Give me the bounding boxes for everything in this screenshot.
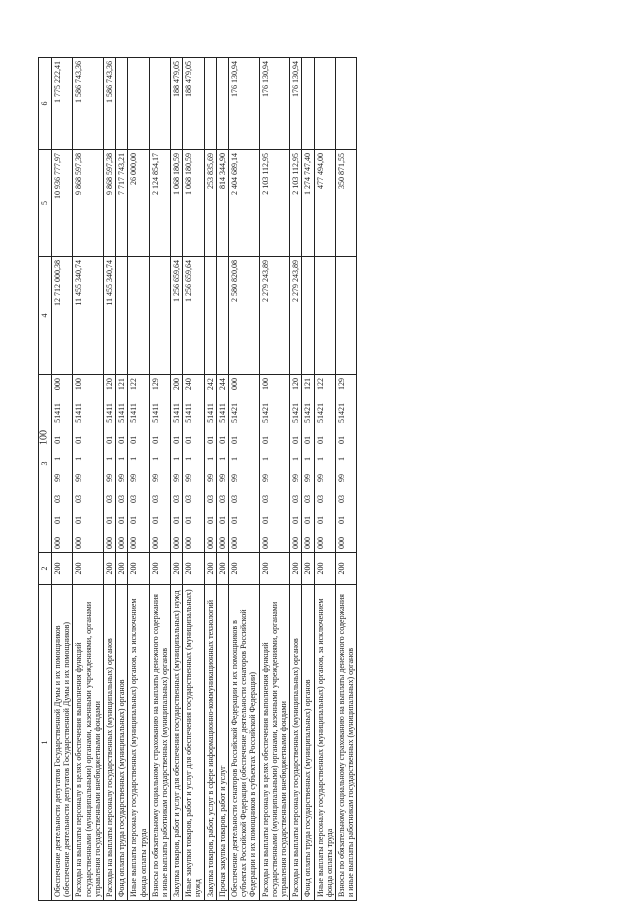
row-line-code: 200 [302, 553, 314, 585]
classification-part: 240 [184, 378, 194, 391]
row-unexecuted: 176 130,94 [259, 58, 290, 150]
classification-code [172, 378, 181, 549]
classification-code [230, 378, 239, 549]
row-approved [116, 257, 128, 375]
row-unexecuted: 1 586 743,36 [103, 58, 115, 150]
table-row [204, 58, 216, 901]
row-classification [103, 375, 115, 553]
row-line-code: 200 [149, 553, 170, 585]
row-unexecuted: 188 479,05 [183, 58, 204, 150]
classification-part: 01 [303, 436, 313, 444]
classification-part: 000 [172, 537, 182, 549]
row-approved [302, 257, 314, 375]
classification-part: 01 [53, 435, 62, 444]
classification-part: 1 [184, 456, 194, 461]
row-classification [149, 375, 170, 553]
row-name: Расходы на выплаты персоналу в целях обеспечения выполнения функций государственными (муниципальными) органами, казенными учреждениями, органами управления государственными внебюджетными фондами [259, 585, 290, 901]
classification-part: 99 [260, 474, 270, 482]
classification-part: 01 [336, 516, 346, 524]
classification-part: 200 [172, 378, 182, 391]
classification-code [184, 378, 193, 549]
row-executed: 2 103 112,95 [290, 150, 302, 257]
classification-part: 000 [303, 537, 313, 549]
classification-part: 99 [150, 473, 160, 482]
classification-part: 01 [117, 515, 127, 524]
row-executed: 2 124 854,17 [149, 150, 170, 257]
classification-part: 03 [172, 494, 182, 503]
classification-part: 03 [260, 495, 270, 503]
classification-part: 99 [205, 473, 215, 482]
row-classification [183, 375, 204, 553]
classification-part: 000 [53, 378, 62, 391]
classification-part: 000 [150, 537, 160, 549]
classification-part: 51421 [303, 403, 313, 423]
classification-part: 03 [184, 494, 194, 503]
row-line-code: 200 [204, 553, 216, 585]
classification-code [105, 378, 114, 549]
classification-code [74, 378, 83, 549]
page-number: 100 [38, 430, 50, 445]
classification-part: 01 [205, 515, 215, 524]
classification-part: 121 [117, 378, 127, 391]
classification-part: 51411 [53, 403, 62, 423]
row-name: Взносы по обязательному социальному страхованию на выплаты денежного содержания и иные выплаты работникам государственных (муниципальных) органов [335, 585, 356, 901]
classification-code [151, 378, 160, 549]
column-header: 1 [39, 585, 52, 901]
table-row [314, 58, 335, 901]
row-line-code: 200 [335, 553, 356, 585]
classification-part: 03 [291, 495, 301, 503]
classification-code [53, 378, 62, 549]
classification-part: 01 [291, 436, 301, 444]
row-executed: 7 717 743,21 [116, 150, 128, 257]
classification-part: 000 [230, 378, 239, 390]
row-line-code: 200 [171, 553, 183, 585]
classification-code [261, 378, 270, 549]
classification-part: 03 [74, 494, 84, 503]
classification-part: 01 [303, 516, 313, 524]
classification-part: 122 [315, 378, 325, 390]
row-approved [216, 257, 228, 375]
classification-part: 01 [172, 515, 182, 524]
classification-part: 51411 [104, 403, 114, 423]
classification-part: 100 [260, 378, 270, 390]
classification-part: 99 [291, 474, 301, 482]
row-name: Фонд оплаты труда государственных (муниципальных) органов [302, 585, 314, 901]
classification-code [316, 378, 325, 549]
row-line-code: 200 [314, 553, 335, 585]
row-approved: 11 455 340,74 [73, 257, 104, 375]
row-classification [116, 375, 128, 553]
row-unexecuted: 1 586 743,36 [73, 58, 104, 150]
classification-part: 03 [217, 494, 227, 503]
row-unexecuted: 176 130,94 [229, 58, 260, 150]
row-unexecuted: 188 479,05 [171, 58, 183, 150]
classification-part: 01 [104, 515, 114, 524]
row-classification [335, 375, 356, 553]
row-classification [171, 375, 183, 553]
classification-part: 120 [291, 378, 301, 390]
table-row [52, 58, 73, 901]
classification-part: 01 [291, 516, 301, 524]
header-row [39, 58, 52, 901]
classification-part: 03 [150, 494, 160, 503]
classification-part: 01 [260, 436, 270, 444]
row-approved: 12 712 000,38 [52, 257, 73, 375]
classification-code [117, 378, 126, 549]
classification-part: 000 [129, 537, 139, 549]
row-approved [204, 257, 216, 375]
row-classification [204, 375, 216, 553]
column-header: 6 [39, 58, 52, 150]
classification-part: 1 [150, 456, 160, 461]
classification-part: 01 [184, 515, 194, 524]
classification-part: 1 [205, 456, 215, 461]
classification-part: 000 [230, 537, 239, 549]
table-row [103, 58, 115, 901]
classification-part: 51421 [230, 403, 239, 423]
classification-part: 129 [150, 378, 160, 391]
classification-part: 01 [336, 436, 346, 444]
classification-part: 121 [303, 378, 313, 390]
row-name: Иные выплаты персоналу государственных (муниципальных) органов, за исключением фонда оплаты труда [314, 585, 335, 901]
budget-sheet [38, 58, 357, 901]
classification-part: 01 [53, 515, 62, 524]
classification-part: 51411 [172, 403, 182, 423]
classification-part: 01 [129, 515, 139, 524]
column-header: 3 [39, 375, 52, 553]
classification-part: 129 [336, 378, 346, 390]
table-body [52, 58, 357, 901]
classification-part: 1 [303, 457, 313, 461]
classification-part: 03 [53, 494, 62, 503]
row-unexecuted [128, 58, 149, 150]
classification-part: 99 [217, 473, 227, 482]
classification-part: 99 [117, 473, 127, 482]
row-line-code: 200 [73, 553, 104, 585]
row-approved: 11 455 340,74 [103, 257, 115, 375]
row-classification [314, 375, 335, 553]
row-line-code: 200 [128, 553, 149, 585]
classification-part: 03 [315, 495, 325, 503]
row-unexecuted [149, 58, 170, 150]
classification-part: 01 [129, 435, 139, 444]
classification-part: 000 [74, 537, 84, 549]
classification-part: 000 [315, 537, 325, 549]
row-executed: 10 936 777,97 [52, 150, 73, 257]
classification-part: 000 [53, 537, 62, 549]
row-approved [314, 257, 335, 375]
classification-part: 1 [74, 456, 84, 461]
row-executed: 2 103 112,95 [259, 150, 290, 257]
classification-part: 000 [184, 537, 194, 549]
classification-part: 51421 [260, 403, 270, 423]
classification-part: 1 [217, 456, 227, 461]
classification-part: 03 [230, 495, 239, 503]
row-line-code: 200 [259, 553, 290, 585]
table-row [259, 58, 290, 901]
row-line-code: 200 [116, 553, 128, 585]
row-name: Обеспечение деятельности сенаторов Российской Федерации и их помощников в субъектах Российской Федерации (обеспечение деятельности сенаторов Российской Федерации и их помощников в субъектах Российской Федерации) [229, 585, 260, 901]
row-classification [128, 375, 149, 553]
row-executed: 814 344,90 [216, 150, 228, 257]
classification-part: 99 [230, 474, 239, 482]
row-name: Закупка товаров, работ, услуг в сфере информационно-коммуникационных технологий [204, 585, 216, 901]
classification-part: 51411 [117, 403, 127, 423]
row-name: Обеспечение деятельности депутатов Государственной Думы и их помощников (обеспечение деятельности депутатов Государственной Думы и их помощников) [52, 585, 73, 901]
classification-part: 51411 [129, 403, 139, 423]
classification-part: 1 [260, 457, 270, 461]
classification-part: 100 [74, 378, 84, 391]
classification-part: 1 [336, 457, 346, 461]
table-row [183, 58, 204, 901]
row-unexecuted [314, 58, 335, 150]
classification-part: 03 [129, 494, 139, 503]
row-name: Фонд оплаты труда государственных (муниципальных) органов [116, 585, 128, 901]
classification-part: 99 [336, 474, 346, 482]
classification-part: 51421 [291, 403, 301, 423]
classification-part: 51421 [336, 403, 346, 423]
classification-part: 03 [336, 495, 346, 503]
row-approved: 2 279 243,89 [290, 257, 302, 375]
row-line-code: 200 [103, 553, 115, 585]
classification-part: 51411 [74, 403, 84, 423]
classification-part: 01 [117, 435, 127, 444]
classification-part: 01 [260, 516, 270, 524]
classification-part: 01 [315, 436, 325, 444]
classification-part: 120 [104, 378, 114, 391]
classification-code [337, 378, 346, 549]
table-row [73, 58, 104, 901]
table-row [116, 58, 128, 901]
row-approved: 1 256 659,64 [183, 257, 204, 375]
row-executed: 2 404 689,14 [229, 150, 260, 257]
classification-part: 1 [53, 456, 62, 461]
row-executed: 9 868 597,38 [103, 150, 115, 257]
row-approved: 2 580 820,08 [229, 257, 260, 375]
table-row [302, 58, 314, 901]
row-classification [73, 375, 104, 553]
classification-code [129, 378, 138, 549]
classification-part: 03 [303, 495, 313, 503]
row-unexecuted [216, 58, 228, 150]
classification-part: 1 [104, 456, 114, 461]
row-executed: 1 068 180,59 [183, 150, 204, 257]
column-header: 2 [39, 553, 52, 585]
classification-part: 99 [172, 473, 182, 482]
classification-part: 1 [291, 457, 301, 461]
classification-part: 244 [217, 378, 227, 391]
classification-part: 99 [104, 473, 114, 482]
row-approved [335, 257, 356, 375]
table-row [335, 58, 356, 901]
classification-part: 01 [150, 515, 160, 524]
row-classification [229, 375, 260, 553]
row-approved [149, 257, 170, 375]
classification-part: 01 [104, 435, 114, 444]
classification-part: 99 [184, 473, 194, 482]
row-unexecuted [204, 58, 216, 150]
classification-part: 51411 [217, 403, 227, 423]
classification-part: 51411 [205, 403, 215, 423]
classification-part: 01 [217, 435, 227, 444]
table-row [290, 58, 302, 901]
table-row [229, 58, 260, 901]
row-unexecuted [302, 58, 314, 150]
classification-part: 51411 [150, 403, 160, 423]
classification-part: 000 [260, 537, 270, 549]
classification-part: 01 [172, 435, 182, 444]
classification-part: 03 [205, 494, 215, 503]
classification-part: 242 [205, 378, 215, 391]
classification-code [291, 378, 300, 549]
classification-part: 01 [205, 435, 215, 444]
row-name: Взносы по обязательному социальному страхованию на выплаты денежного содержания и иные выплаты работникам государственных (муниципальных) органов [149, 585, 170, 901]
classification-part: 122 [129, 378, 139, 391]
classification-code [303, 378, 312, 549]
classification-part: 1 [129, 456, 139, 461]
classification-part: 01 [230, 436, 239, 444]
column-header: 5 [39, 150, 52, 257]
classification-part: 99 [53, 473, 62, 482]
classification-part: 01 [74, 515, 84, 524]
row-classification [259, 375, 290, 553]
classification-part: 01 [184, 435, 194, 444]
classification-code [206, 378, 215, 549]
row-classification [290, 375, 302, 553]
row-classification [216, 375, 228, 553]
row-name: Закупка товаров, работ и услуг для обеспечения государственных (муниципальных) нужд [171, 585, 183, 901]
row-executed: 477 494,00 [314, 150, 335, 257]
row-approved: 2 279 243,89 [259, 257, 290, 375]
classification-part: 000 [117, 537, 127, 549]
row-classification [52, 375, 73, 553]
row-line-code: 200 [290, 553, 302, 585]
classification-part: 01 [217, 515, 227, 524]
classification-part: 01 [74, 435, 84, 444]
row-executed: 253 835,69 [204, 150, 216, 257]
row-name: Расходы на выплаты персоналу в целях обеспечения выполнения функций государственными (муниципальными) органами, казенными учреждениями, органами управления государственными внебюджетными фондами [73, 585, 104, 901]
row-line-code: 200 [52, 553, 73, 585]
row-name: Иные выплаты персоналу государственных (муниципальных) органов, за исключением фонда оплаты труда [128, 585, 149, 901]
row-line-code: 200 [216, 553, 228, 585]
classification-part: 1 [117, 456, 127, 461]
row-approved: 1 256 659,64 [171, 257, 183, 375]
classification-part: 01 [150, 435, 160, 444]
classification-code [218, 378, 227, 549]
classification-part: 99 [303, 474, 313, 482]
row-unexecuted [335, 58, 356, 150]
classification-part: 000 [205, 537, 215, 549]
row-executed: 1 068 180,59 [171, 150, 183, 257]
table-row [171, 58, 183, 901]
row-name: Расходы на выплаты персоналу государственных (муниципальных) органов [290, 585, 302, 901]
classification-part: 1 [230, 457, 239, 461]
budget-table [38, 57, 357, 901]
classification-part: 03 [117, 494, 127, 503]
classification-part: 01 [315, 516, 325, 524]
table-row [149, 58, 170, 901]
row-classification [302, 375, 314, 553]
row-unexecuted: 1 775 222,41 [52, 58, 73, 150]
row-executed: 1 274 747,40 [302, 150, 314, 257]
classification-part: 000 [291, 537, 301, 549]
classification-part: 99 [74, 473, 84, 482]
row-name: Иные закупки товаров, работ и услуг для обеспечения государственных (муниципальных) нужд [183, 585, 204, 901]
classification-part: 000 [104, 537, 114, 549]
row-executed: 350 871,55 [335, 150, 356, 257]
row-executed: 26 000,00 [128, 150, 149, 257]
row-unexecuted [116, 58, 128, 150]
row-name: Прочая закупка товаров, работ и услуг [216, 585, 228, 901]
row-unexecuted: 176 130,94 [290, 58, 302, 150]
column-header: 4 [39, 257, 52, 375]
row-name: Расходы на выплаты персоналу государственных (муниципальных) органов [103, 585, 115, 901]
classification-part: 000 [217, 537, 227, 549]
classification-part: 1 [315, 457, 325, 461]
classification-part: 1 [172, 456, 182, 461]
row-line-code: 200 [229, 553, 260, 585]
classification-part: 99 [315, 474, 325, 482]
row-executed: 9 868 597,38 [73, 150, 104, 257]
row-line-code: 200 [183, 553, 204, 585]
classification-part: 03 [104, 494, 114, 503]
classification-part: 51411 [184, 403, 194, 423]
classification-part: 51421 [315, 403, 325, 423]
classification-part: 01 [230, 516, 239, 524]
row-approved [128, 257, 149, 375]
table-row [216, 58, 228, 901]
table-row [128, 58, 149, 901]
classification-part: 99 [129, 473, 139, 482]
classification-part: 000 [336, 537, 346, 549]
